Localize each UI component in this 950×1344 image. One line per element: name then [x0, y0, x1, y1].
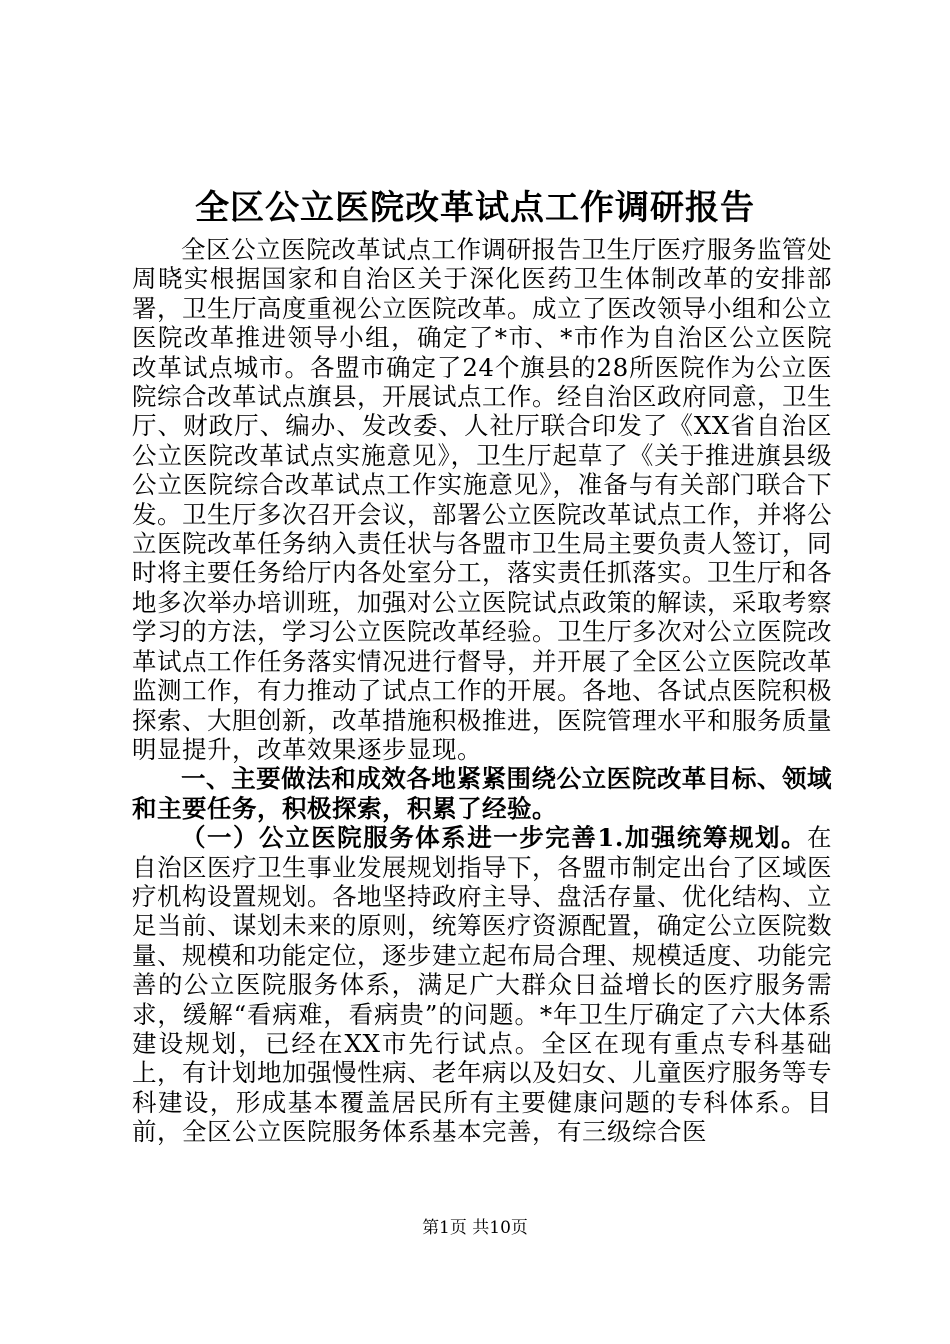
paragraph-service-system: [132, 823, 832, 1146]
document-body: [132, 235, 832, 1147]
subsection-heading: （一）公立医院服务体系进一步完善1.加强统筹规划。: [181, 823, 807, 853]
paragraph-intro: 全区公立医院改革试点工作调研报告卫生厅医疗服务监管处周晓实根据国家和自治区关于深化医药卫生体制改革的安排部署，卫生厅高度重视公立医院改革。成立了医改领导小组和公立医院改革推进领导小组，确定了*市、*市作为自治区公立医院改革试点城市。各盟市确定了24个旗县的28所医院作为公立医院综合改革试点旗县，开展试点工作。经自治区政府同意，卫生厅、财政厅、编办、发改委、人社厅联合印发了《XX省自治区公立医院改革试点实施意见》，卫生厅起草了《关于推进旗县级公立医院综合改革试点工作实施意见》，准备与有关部门联合下发。卫生厅多次召开会议，部署公立医院改革试点工作，并将公立医院改革任务纳入责任状与各盟市卫生局主要负责人签订，同时将主要任务给厅内各处室分工，落实责任抓落实。卫生厅和各地多次举办培训班，加强对公立医院试点政策的解读，采取考察学习的方法，学习公立医院改革经验。卫生厅多次对公立医院改革试点工作任务落实情况进行督导，并开展了全区公立医院改革监测工作，有力推动了试点工作的开展。各地、各试点医院积极探索、大胆创新，改革措施积极推进，医院管理水平和服务质量明显提升，改革效果逐步显现。: [132, 235, 832, 764]
document-title: 全区公立医院改革试点工作调研报告: [195, 188, 755, 228]
page-footer: 第1页 共10页: [422, 1218, 528, 1238]
paragraph-service-system-text: 在自治区医疗卫生事业发展规划指导下，各盟市制定出台了区域医疗机构设置规划。各地坚持政府主导、盘活存量、优化结构、立足当前、谋划未来的原则，统筹医疗资源配置，确定公立医院数量、规模和功能定位，逐步建立起布局合理、规模适度、功能完善的公立医院服务体系，满足广大群众日益增长的医疗服务需求，缓解“看病难，看病贵”的问题。*年卫生厅确定了六大体系建设规划，已经在XX市先行试点。全区在现有重点专科基础上，有计划地加强慢性病、老年病以及妇女、儿童医疗服务等专科建设，形成基本覆盖居民所有主要健康问题的专科体系。目前，全区公立医院服务体系基本完善，有三级综合医: [132, 823, 832, 1147]
section-heading-main-practices: 一、主要做法和成效各地紧紧围绕公立医院改革目标、领域和主要任务，积极探索，积累了经验。: [132, 764, 832, 823]
